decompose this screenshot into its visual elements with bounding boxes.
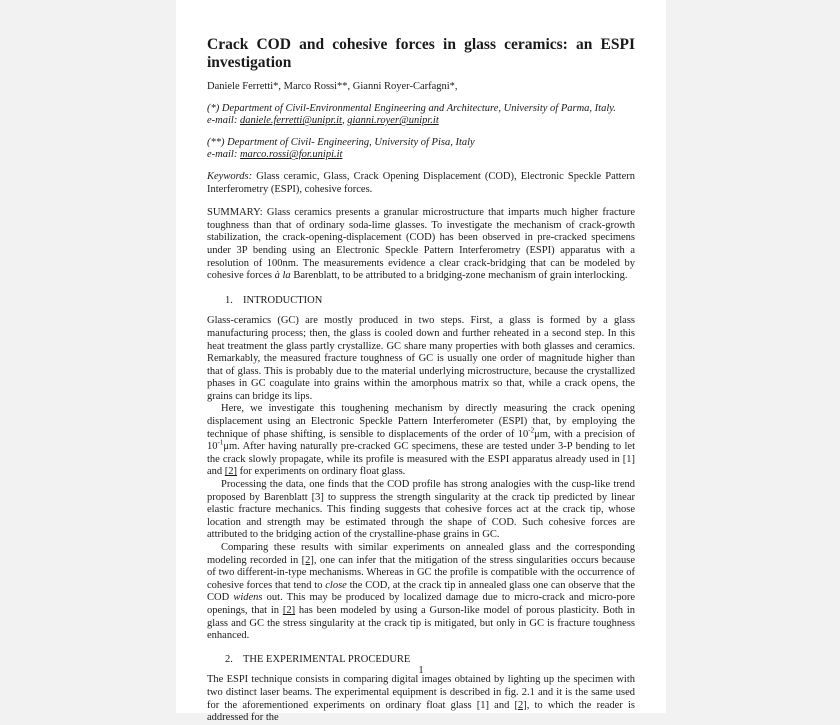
email-link-rossi[interactable]: marco.rossi@for.unipi.it bbox=[239, 149, 343, 161]
summary-text-1: SUMMARY: Glass ceramics presents a granular microstructure that imparts much higher fracture toughness than that of ordinary soda-lime glasses. To investigate the mechanism of crack-growth stabilization, the crack-opening-displacement (COD) has been observed in pre-cracked specimens under 3P bending using an Electronic Speckle Pattern Interferometry (ESPI) apparatus with a resolution of 100nm. The measurements evidence a clear crack-bridging that can be modeled by cohesive forces bbox=[207, 207, 635, 282]
email-prefix: e-mail: bbox=[207, 149, 240, 161]
section-gap bbox=[207, 643, 635, 654]
text-run: for experiments on ordinary float glass. bbox=[237, 466, 406, 478]
page-number: 1 bbox=[418, 665, 424, 676]
text-run: Here, we investigate this toughening mechanism by directly measuring the crack opening displacement using an Electronic Speckle Pattern Interferometer (ESPI) that, by employing the technique of phase shifting, is sensible to displacements of the order of 10 bbox=[207, 403, 635, 440]
affiliation-pisa-department: (**) Department of Civil- Engineering, University of Pisa, Italy bbox=[207, 136, 475, 148]
text-run: the COD, at the crack tip in annealed glass one can observe that the COD bbox=[207, 579, 635, 604]
italic-word: widens bbox=[233, 592, 263, 604]
citation-link[interactable]: [2] bbox=[301, 554, 314, 566]
citation-link[interactable]: [2] bbox=[514, 699, 527, 711]
intro-paragraph-2 bbox=[207, 403, 635, 479]
text-run: , one can infer that the mitigation of the stress singularities occurs because of two different-in-type mechanisms. Whereas in GC the profile is compatible with the occurrence of cohesive forces that tend to bbox=[207, 554, 635, 591]
summary-italic: à la bbox=[274, 270, 291, 282]
superscript-exponent: -1 bbox=[217, 438, 224, 447]
text-run: Comparing these results with similar experiments on annealed glass and the corresponding modeling recorded in bbox=[207, 542, 635, 566]
section-number: 1. bbox=[225, 294, 233, 306]
section-number: 2. bbox=[225, 653, 233, 665]
paper-title: Crack COD and cohesive forces in glass ceramics: an ESPI investigation bbox=[207, 36, 635, 71]
keywords bbox=[207, 171, 635, 196]
email-prefix: e-mail: bbox=[207, 115, 240, 127]
affiliation-parma-emails bbox=[207, 115, 635, 128]
citation-link[interactable]: [2] bbox=[224, 466, 238, 478]
email-link-ferretti[interactable]: daniele.ferretti@unipr.it bbox=[239, 115, 342, 127]
section-title: INTRODUCTION bbox=[243, 294, 323, 306]
summary-text-2: Barenblatt, to be attributed to a bridging-zone mechanism of grain interlocking. bbox=[290, 270, 628, 282]
affiliation-parma bbox=[207, 103, 635, 128]
citation-link[interactable]: [2] bbox=[282, 604, 296, 616]
text-run: μm, with a precision of 10 bbox=[207, 428, 636, 453]
intro-paragraph-3: Processing the data, one finds that the COD profile has strong analogies with the cusp-like trend proposed by Barenblatt [3] to suppress the strength singularity at the crack tip predicted by linear elastic fracture mechanics. This finding suggests that cohesive forces act at the crack tip, whose location and strength may be estimated through the shape of COD. Such cohesive forces are attributed to the bridging action of the crystalline-phase grains in GC. bbox=[207, 479, 635, 541]
email-link-royer[interactable]: gianni.royer@unipr.it bbox=[347, 115, 439, 127]
italic-word: close bbox=[325, 579, 347, 591]
paper-page bbox=[176, 0, 666, 724]
affiliation-parma-department: (*) Department of Civil-Environmental Engineering and Architecture, University of Parma, Italy. bbox=[207, 102, 616, 114]
email-separator: , bbox=[341, 115, 348, 127]
affiliation-pisa bbox=[207, 137, 635, 162]
text-run: The ESPI technique consists in comparing digital images obtained by lighting up the specimen with two distinct laser beams. The experimental equipment is described in fig. 2.1 and it is the same used for the aforementioned experiments on ordinary float glass [1] and bbox=[207, 674, 635, 711]
text-run: μm. After having naturally pre-cracked GC specimens, these are tested under 3-P bending to let the crack slowly propagate, while its profile is measured with the ESPI apparatus already used in [1] and bbox=[207, 441, 635, 478]
author-list: Daniele Ferretti*, Marco Rossi**, Gianni Royer-Carfagni*, bbox=[207, 81, 458, 92]
intro-paragraph-4 bbox=[207, 542, 635, 643]
superscript-exponent: -2 bbox=[528, 426, 535, 435]
section-title: THE EXPERIMENTAL PROCEDURE bbox=[243, 653, 411, 665]
section-heading-introduction bbox=[207, 295, 635, 308]
keywords-text: Glass ceramic, Glass, Crack Opening Displacement (COD), Electronic Speckle Pattern Interferometry (ESPI), cohesive forces. bbox=[207, 170, 635, 195]
procedure-paragraph-1 bbox=[207, 674, 635, 724]
affiliation-pisa-emails bbox=[207, 149, 635, 162]
intro-paragraph-1: Glass-ceramics (GC) are mostly produced in two steps. First, a glass is formed by a glass manufacturing process; then, the glass is cooled down and further reheated in a second step. In this heat treatment the glass partly crystallize. GC share many properties with both glasses and ceramics. Remarkably, the measured fracture toughness of GC is usually one order of magnitude higher than that of glass. This is probably due to the material underlying microstructure, because the crystallized phases in GC coagulate into grains within the amorphous matrix so that, while a crack opens, the grains can bridge its lips. bbox=[207, 315, 635, 402]
summary-abstract bbox=[207, 207, 635, 283]
text-run: has been modeled by using a Gurson-like model of porous plasticity. Both in glass and GC the stress singularity at the crack tip is mitigated, but only in GC is fracture toughness enhanced. bbox=[207, 604, 635, 642]
keywords-label: Keywords: bbox=[207, 170, 253, 182]
text-run: out. This may be produced by localized damage due to micro-crack and micro-pore openings, that in bbox=[207, 592, 635, 616]
page-content bbox=[207, 36, 635, 725]
text-run: , to which the reader is addressed for the bbox=[207, 699, 635, 724]
